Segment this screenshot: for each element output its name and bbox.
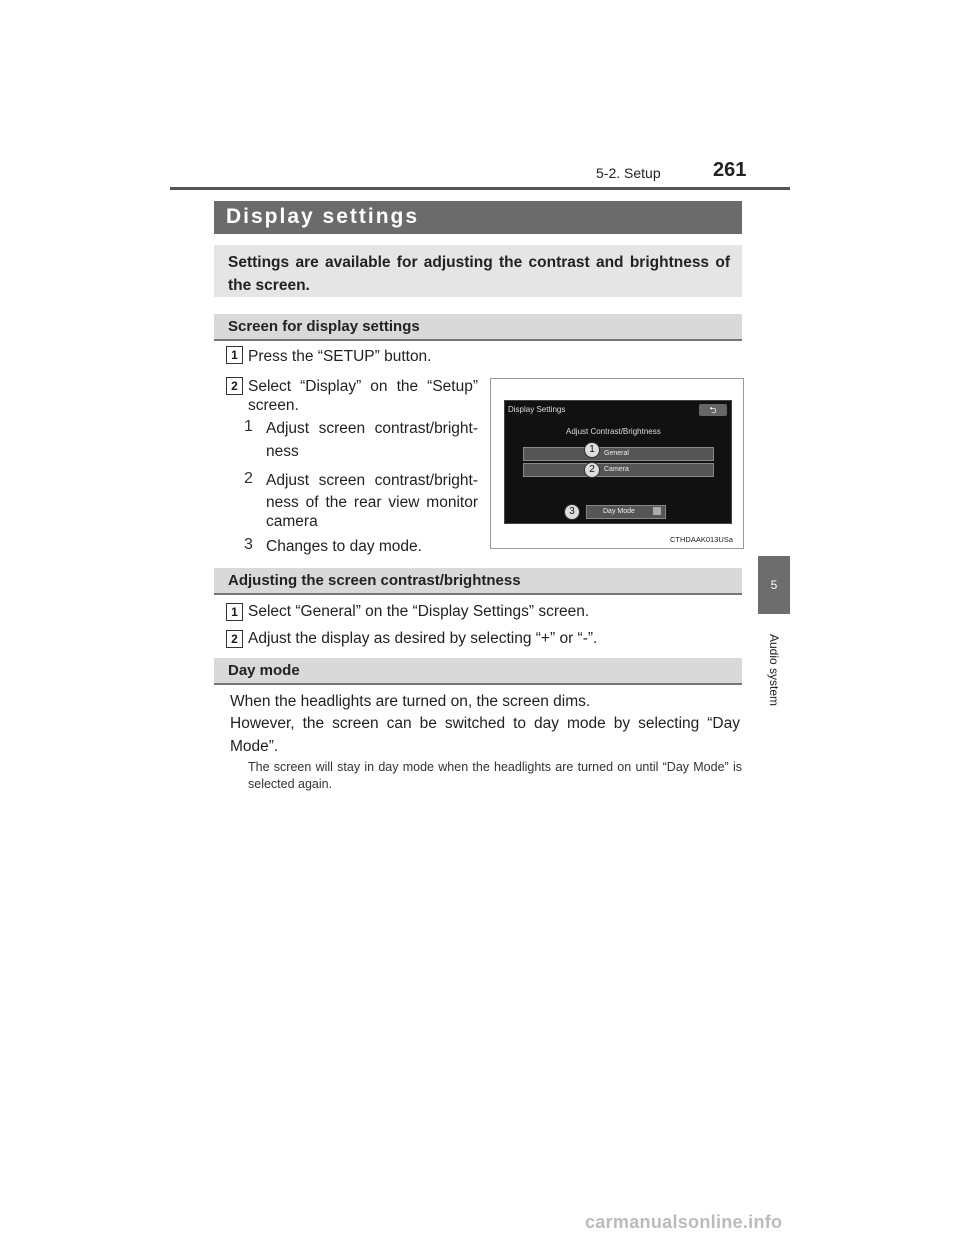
day-mode-label: Day Mode [603, 508, 635, 515]
callout-number: 1 [244, 418, 253, 435]
section-label: 5-2. Setup [596, 165, 661, 181]
camera-button-label: Camera [604, 466, 629, 473]
screen-title: Display Settings [508, 405, 566, 414]
callout-text: ness of the rear view monitor [266, 494, 478, 511]
step-number: 1 [226, 603, 243, 621]
intro-text: Settings are available for adjusting the contrast and brightness of the screen. [228, 254, 730, 294]
title-bar [214, 201, 742, 234]
body-text: When the headlights are turned on, the screen dims. [230, 693, 591, 710]
step-text: Select “Display” on the “Setup” [248, 378, 478, 395]
header-rule [170, 187, 790, 190]
general-button[interactable] [523, 447, 714, 461]
note-text: The screen will stay in day mode when the headlights are turned on until “Day Mode” is selected again. [248, 760, 742, 791]
section-heading-text: Screen for display settings [228, 318, 420, 335]
step-number: 2 [226, 630, 243, 648]
step-text: Press the “SETUP” button. [248, 348, 432, 365]
marker-number: 2 [584, 462, 600, 478]
body-text: Mode”. [230, 738, 279, 755]
page-title: Display settings [226, 205, 420, 228]
camera-button[interactable] [523, 463, 714, 477]
body-text: However, the screen can be switched to day mode by selecting “Day [230, 715, 740, 732]
return-arrow-icon[interactable]: ⮌ [699, 404, 727, 416]
general-button-label: General [604, 450, 629, 457]
chapter-title-text: Audio system [767, 633, 781, 707]
callout-text: Changes to day mode. [266, 538, 422, 555]
marker-number: 1 [584, 442, 600, 458]
step-number: 2 [226, 377, 243, 395]
section-heading-contrast [214, 568, 742, 595]
day-mode-checkbox[interactable] [653, 507, 661, 515]
intro-box [214, 245, 742, 297]
callout-number: 3 [244, 536, 253, 553]
callout-number: 2 [244, 470, 253, 487]
marker-number: 3 [564, 504, 580, 520]
callout-text: Adjust screen contrast/bright- [266, 420, 478, 437]
section-heading-text: Day mode [228, 662, 300, 679]
step-text: Select “General” on the “Display Settings” screen. [248, 603, 590, 620]
chapter-tab: 5 [758, 556, 790, 614]
step-text: Adjust the display as desired by selecting “+” or “-”. [248, 630, 598, 647]
section-heading-text: Adjusting the screen contrast/brightness [228, 572, 521, 589]
section-heading-screen [214, 314, 742, 341]
page-number: 261 [713, 159, 747, 181]
watermark: carmanualsonline.info [585, 1212, 783, 1232]
callout-text: Adjust screen contrast/bright- [266, 472, 478, 489]
section-heading-day-mode [214, 658, 742, 685]
callout-text: ness [266, 443, 299, 460]
chapter-title [760, 620, 788, 720]
callout-text: camera [266, 513, 318, 530]
screen-subtitle: Adjust Contrast/Brightness [566, 427, 661, 436]
step-number: 1 [226, 346, 243, 364]
figure-code: CTHDAAK013USa [670, 535, 733, 544]
step-text: screen. [248, 397, 299, 414]
